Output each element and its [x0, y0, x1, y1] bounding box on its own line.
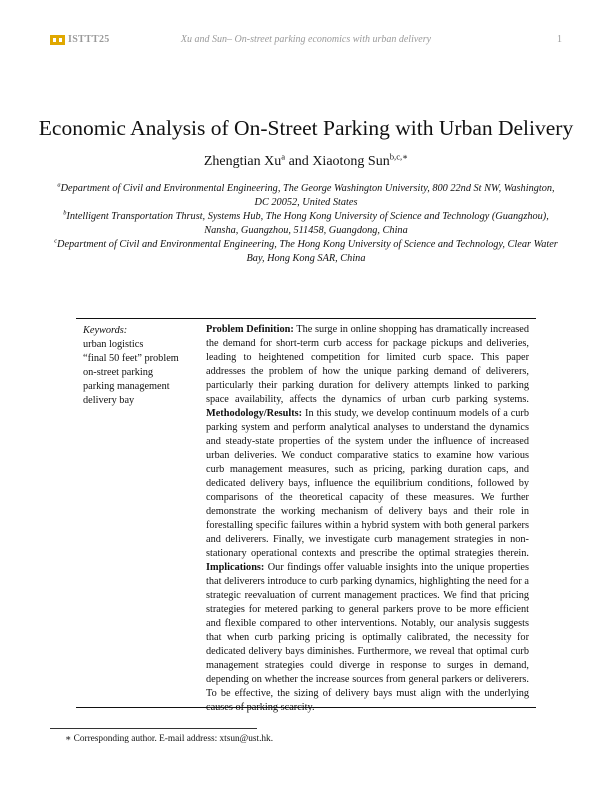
abstract-text-implications: Our findings offer valuable insights into the unique properties that deliverers introduce to curb parking dynamics, highlighting the need for a strategic reevaluation of current management practices. We find that pricing strategies for metered parking to general parkers prove to be more efficient and flexible compared to other interventions. Notably, our analysis suggests that when curb parking pricing is optimally calibrated, the necessity for dedicated delivery bays diminishes. Furthermore, we reveal that optimal curb management strategies could diverge in response to surges in demand, depending on whether the increase sources from general parkers or deliverers. To be effective, the sizing of delivery bays must align with the underlying causes of parking scarcity. — [206, 562, 529, 713]
affiliation-text: Intelligent Transportation Thrust, Systems Hub, The Hong Kong University of Science and Technology (Guangzhou), Nansha, Guangzhou, 511458, Guangdong, China — [66, 211, 549, 236]
affiliation — [50, 182, 562, 210]
affiliations — [50, 182, 562, 266]
affiliation-mark: a — [57, 181, 61, 189]
abstract-top-rule — [76, 318, 536, 319]
keyword: parking management — [83, 381, 170, 392]
keywords-heading: Keywords: — [83, 325, 128, 336]
affiliation — [50, 238, 562, 266]
footnote-rule — [50, 728, 257, 729]
page-number: 1 — [557, 34, 562, 45]
journal-name: ISTTT25 — [68, 34, 110, 45]
author-conjunction: and — [285, 154, 313, 169]
paper-title: Economic Analysis of On-Street Parking with Urban Delivery — [38, 116, 574, 140]
author-affil-mark: b,c,∗ — [389, 151, 409, 162]
author-affil-mark: a — [281, 151, 286, 162]
affiliation-text: Department of Civil and Environmental Engineering, The Hong Kong University of Science and Technology, Clear Water Bay, Hong Kong SAR, China — [57, 239, 558, 264]
abstract — [206, 323, 529, 715]
abstract-text-methodology: In this study, we develop continuum models of a curb parking system and perform analytical analyses to understand the dynamics and steady-state properties of the system under the influence of increased urban deliveries. We conduct comparative statics to examine how various curb management measures, such as pricing, parking duration caps, and dedicated delivery bays, influence the equilibrium conditions, followed by comparisons of the theoretical capacity of these measures. We further demonstrate the working mechanism of delivery bays and their role in forestalling specific failures within a hybrid system with both general parkers and deliverers. Finally, we investigate curb management strategies in non-stationary operational contexts and prescribe the optimal strategies therein. — [206, 408, 529, 559]
page-header — [0, 34, 612, 48]
author-line — [0, 151, 612, 170]
running-title: Xu and Sun– On-street parking economics with urban delivery — [180, 34, 432, 45]
keyword: urban logistics — [83, 339, 144, 350]
author-name: Xiaotong Sun — [312, 154, 390, 169]
author-name: Zhengtian Xu — [203, 154, 282, 169]
affiliation-text: Department of Civil and Environmental Engineering, The George Washington University, 800 22nd St NW, Washington, DC 20052, United States — [60, 183, 555, 208]
affiliation — [50, 210, 562, 238]
abstract-label-implications: Implications: — [206, 562, 265, 573]
keyword: delivery bay — [83, 395, 135, 406]
keyword: “final 50 feet” problem — [83, 353, 179, 364]
keywords-block — [83, 324, 195, 408]
affiliation-mark: b — [63, 209, 67, 217]
abstract-label-problem: Problem Definition: — [206, 324, 294, 335]
affiliation-mark: c — [54, 237, 58, 245]
corresponding-author-footnote: ∗ Corresponding author. E-mail address: xtsun@ust.hk. — [65, 734, 274, 744]
abstract-label-methodology: Methodology/Results: — [206, 408, 303, 419]
abstract-text-problem: The surge in online shopping has dramatically increased the demand for short-term curb access for package pickups and deliveries, leading to heightened competition for limited curb space. This paper addresses the problem of how the unique parking demand of deliverers, particularly their parking duration for delivery attempts linked to parking space availability, affects the dynamics of urban curb parking systems. — [206, 324, 530, 405]
keyword: on-street parking — [83, 367, 154, 378]
